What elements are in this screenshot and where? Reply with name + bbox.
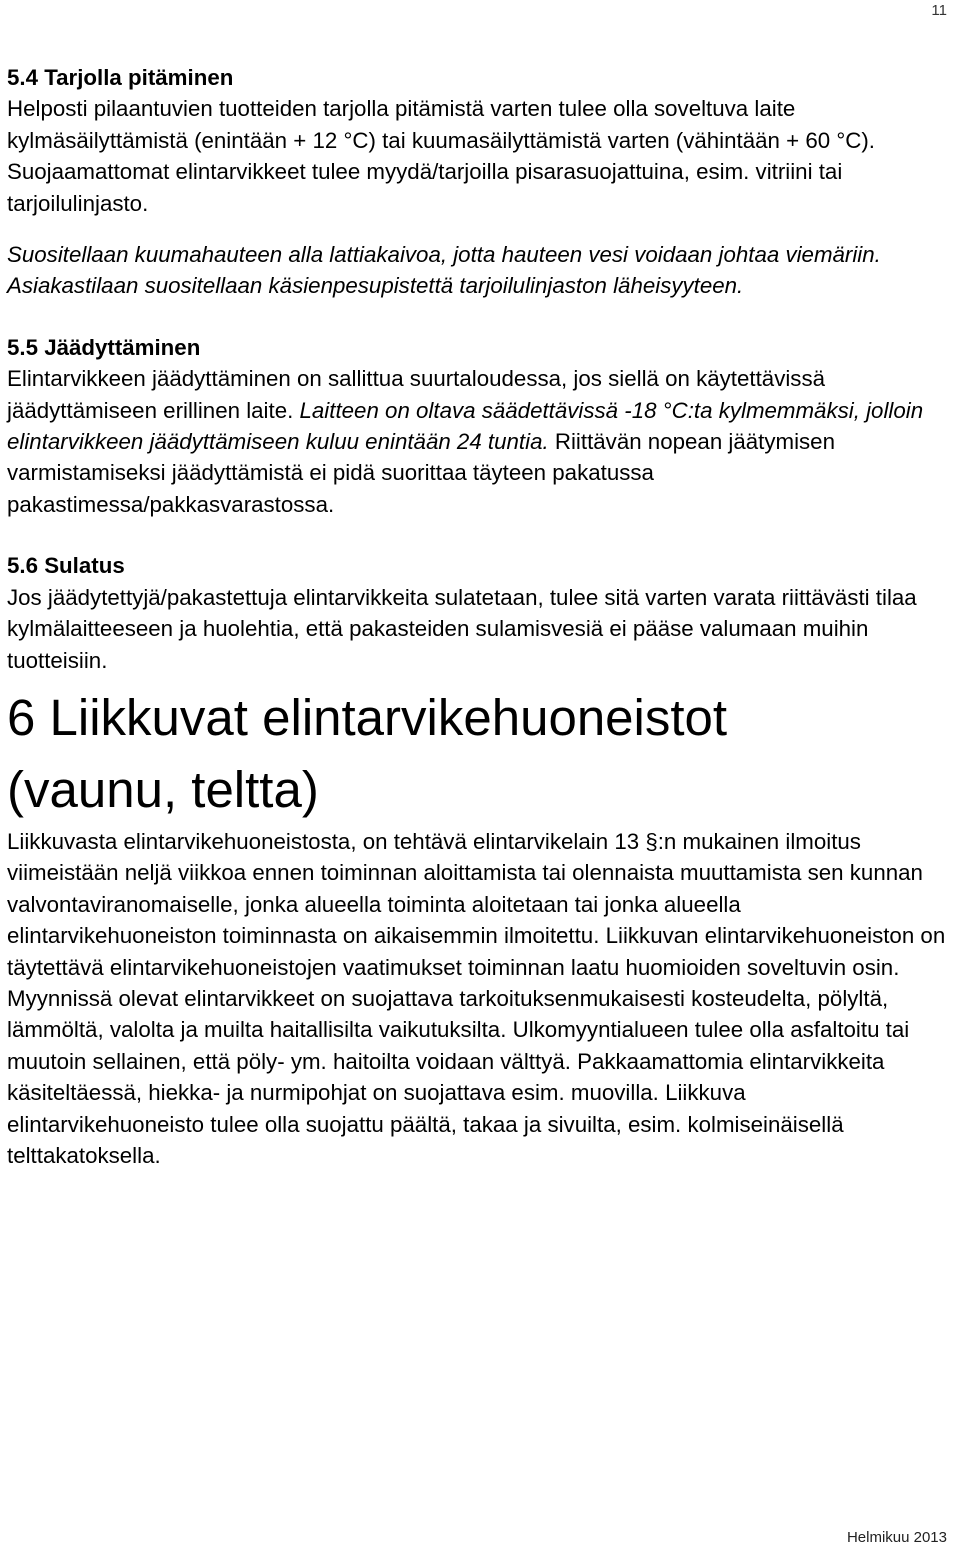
section-heading: 5.6 Sulatus bbox=[7, 553, 125, 579]
footer-date: Helmikuu 2013 bbox=[846, 1529, 947, 1546]
paragraph bbox=[7, 363, 947, 520]
section-heading: 5.5 Jäädyttäminen bbox=[7, 334, 201, 360]
section-5-5 bbox=[7, 332, 947, 520]
section-6 bbox=[7, 682, 947, 1171]
paragraph-text: Elintarvikkeen jäädyttäminen on sallittua suurtaloudessa, jos siellä on käytettävissä jäädyttämiseen erillinen laite. bbox=[7, 366, 825, 423]
paragraph-text: Riittävän nopean jäätymisen varmistamiseksi jäädyttämistä ei pidä suorittaa täyteen pakatussa pakastimessa/pakkasvarastossa. bbox=[7, 429, 835, 517]
chapter-heading bbox=[7, 682, 947, 826]
paragraph-italic-text: Laitteen on oltava säädettävissä -18 °C:ta kylmemmäksi, jolloin elintarvikkeen jäädyttämiseen kuluu enintään 24 tuntia. bbox=[7, 397, 924, 455]
section-5-6 bbox=[7, 550, 947, 676]
page-number: 11 bbox=[931, 2, 947, 19]
paragraph: Myynnissä olevat elintarvikkeet on suojattava tarkoituksenmukaisesti kosteudelta, pölyltä, lämmöltä, valolta ja muilta haitallisilta vaikutuksilta. Ulkomyyntialueen tulee olla asfaltoitu tai muutoin sellainen, että pöly- ym. haitoilta voidaan välttyä. Pakkaamattomia elintarvikkeita käsiteltäessä, hiekka- ja nurmipohjat on suojattava esim. muovilla. Liikkuva elintarvikehuoneisto tulee olla suojattu päältä, takaa ja sivuilta, esim. kolmiseinäisellä telttakatoksella. bbox=[7, 985, 910, 1168]
paragraph: Suositellaan kuumahauteen alla lattiakaivoa, jotta hauteen vesi voidaan johtaa viemäriin. Asiakastilaan suositellaan käsienpesupistettä tarjoilulinjaston läheisyyteen. bbox=[7, 242, 881, 299]
paragraph: Helposti pilaantuvien tuotteiden tarjolla pitämistä varten tulee olla soveltuva laite kylmäsäilyttämistä (enintään + 12 °C) tai kuumasäilyttämistä varten (vähintään + 60 °C). bbox=[7, 96, 875, 153]
chapter-heading-line: (vaunu, teltta) bbox=[7, 760, 319, 818]
section-5-4 bbox=[7, 62, 947, 302]
chapter-heading-line: 6 Liikkuvat elintarvikehuoneistot bbox=[7, 688, 728, 746]
paragraph: Jos jäädytettyjä/pakastettuja elintarvikkeita sulatetaan, tulee sitä varten varata riittävästi tilaa kylmälaitteeseen ja huolehtia, että pakasteiden sulamisvesiä ei pääse valumaan muihin tuotteisiin. bbox=[7, 584, 917, 673]
paragraph: Liikkuvasta elintarvikehuoneistosta, on tehtävä elintarvikelain 13 §:n mukainen ilmoitus viimeistään neljä viikkoa ennen toiminnan aloittamista tai olennaista muuttamista sen kunnan valvontaviranomaiselle, jonka alueella toiminta aloitetaan tai jonka alueella elintarvikehuoneiston toiminnasta on aikaisemmin ilmoitettu. Liikkuvan elintarvikehuoneiston on täytettävä elintarvikehuoneistojen vaatimukset toiminnan laatu huomioiden soveltuvin osin. bbox=[7, 828, 946, 980]
section-heading: 5.4 Tarjolla pitäminen bbox=[7, 65, 234, 90]
document-body bbox=[7, 62, 947, 1171]
paragraph: Suojaamattomat elintarvikkeet tulee myydä/tarjoilla pisarasuojattuina, esim. vitriini tai tarjoilulinjasto. bbox=[7, 159, 843, 216]
